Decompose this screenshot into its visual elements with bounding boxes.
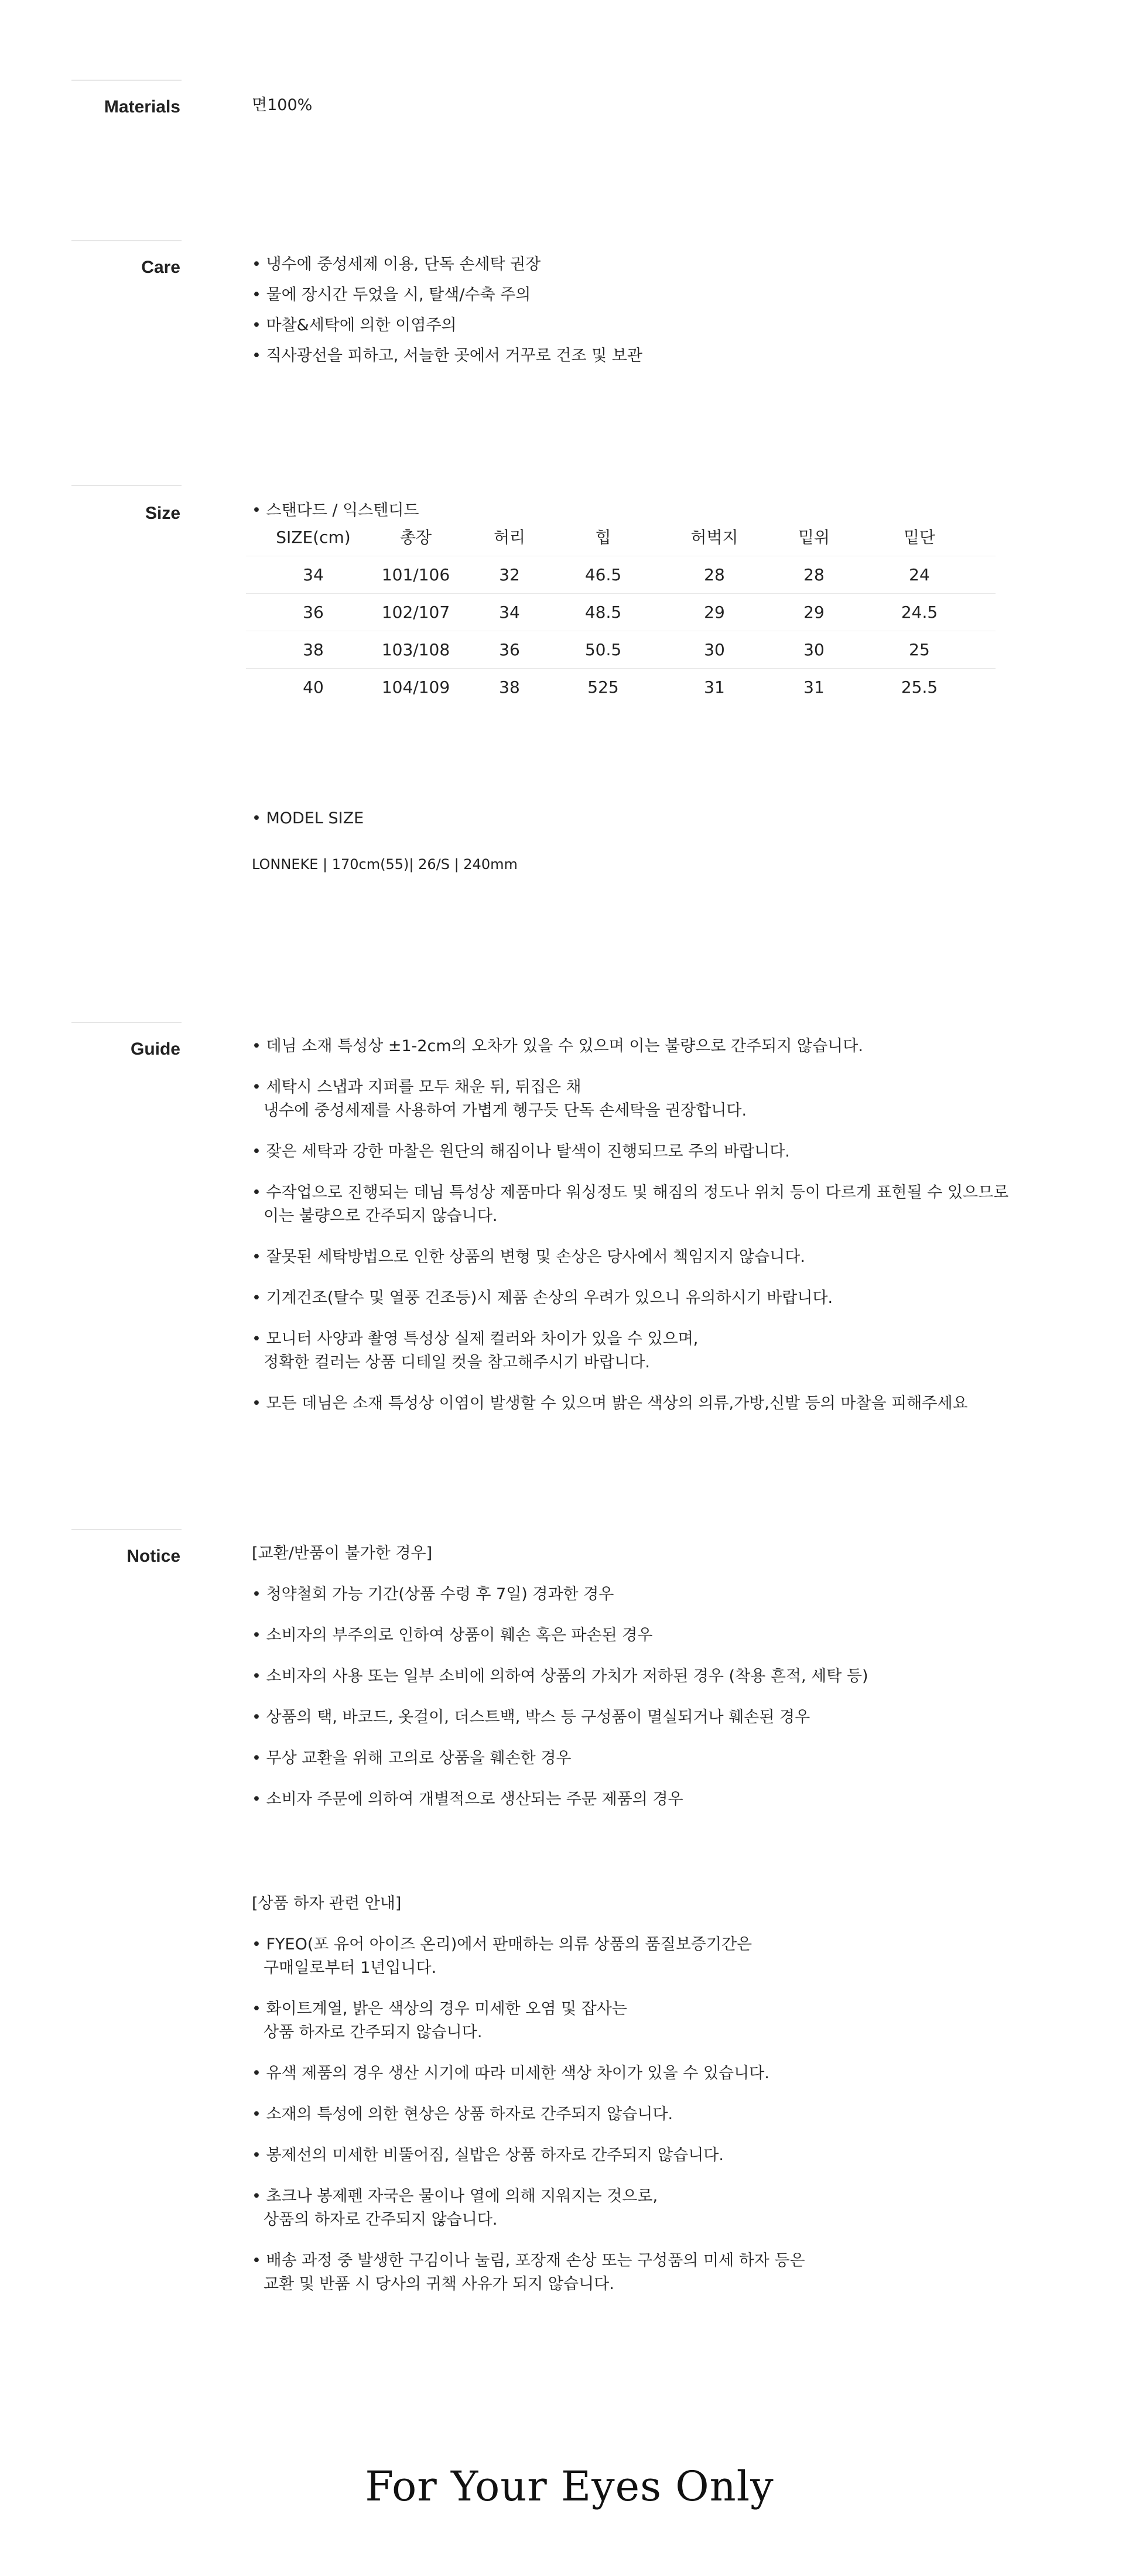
- size-label: Size: [145, 504, 180, 523]
- notice-item-line: • 청약철회 가능 기간(상품 수령 후 7일) 경과한 경우: [252, 1585, 614, 1603]
- notice-item-line: 상품 하자로 간주되지 않습니다.: [264, 2023, 483, 2041]
- guide-item: [252, 1035, 863, 1058]
- guide-item-line: • 잦은 세탁과 강한 마찰은 원단의 해짐이나 탈색이 진행되므로 주의 바랍니다.: [252, 1142, 790, 1161]
- table-cell: 34: [303, 565, 324, 584]
- notice-heading-return: [교환/반품이 불가한 경우]: [252, 1544, 433, 1562]
- notice-item: [252, 1747, 571, 1770]
- guide-item: [252, 1181, 1008, 1228]
- guide-item-line: 이는 불량으로 간주되지 않습니다.: [264, 1207, 498, 1225]
- notice-label: Notice: [126, 1547, 180, 1566]
- guide-divider: [71, 1022, 182, 1023]
- guide-item: [252, 1287, 833, 1310]
- table-cell: 32: [499, 565, 520, 584]
- table-cell: 24.5: [901, 603, 938, 622]
- notice-item: [252, 1583, 614, 1606]
- guide-item-line: • 수작업으로 진행되는 데님 특성상 제품마다 워싱정도 및 해짐의 정도나 위치 등이 다르게 표현될 수 있으므로: [252, 1183, 1009, 1202]
- care-label: Care: [141, 258, 180, 277]
- table-cell: 48.5: [584, 603, 622, 622]
- notice-item: [252, 2103, 673, 2126]
- table-row: [246, 669, 996, 706]
- table-cell: 25.5: [901, 678, 938, 697]
- notice-item-line: 교환 및 반품 시 당사의 귀책 사유가 되지 않습니다.: [264, 2275, 614, 2293]
- care-item: • 냉수에 중성세제 이용, 단독 손세탁 권장: [252, 255, 541, 273]
- notice-item-line: • 초크나 봉제펜 자국은 물이나 열에 의해 지워지는 것으로,: [252, 2187, 658, 2205]
- table-cell: 101/106: [381, 565, 450, 584]
- care-divider: [71, 240, 182, 241]
- table-header-cell: 허벅지: [690, 528, 738, 547]
- notice-item-line: • 봉제선의 미세한 비뚤어짐, 실밥은 상품 하자로 간주되지 않습니다.: [252, 2146, 724, 2164]
- notice-heading-defect: [상품 하자 관련 안내]: [252, 1894, 402, 1913]
- table-header-cell: SIZE(cm): [276, 528, 351, 547]
- notice-item: [252, 2185, 658, 2232]
- table-header-row: [246, 519, 996, 556]
- guide-item-line: 정확한 컬러는 상품 디테일 컷을 참고해주시기 바랍니다.: [264, 1353, 650, 1371]
- guide-item-line: • 세탁시 스냅과 지퍼를 모두 채운 뒤, 뒤집은 채: [252, 1078, 582, 1096]
- guide-label: Guide: [130, 1039, 180, 1059]
- guide-item-line: • 데님 소재 특성상 ±1-2cm의 오차가 있을 수 있으며 이는 불량으로 간주되지 않습니다.: [252, 1037, 863, 1055]
- notice-item: [252, 1624, 652, 1647]
- guide-item: [252, 1328, 698, 1374]
- table-row: [246, 631, 996, 669]
- notice-item-line: 상품의 하자로 간주되지 않습니다.: [264, 2211, 498, 2229]
- model-size-block: [252, 807, 1083, 876]
- table-cell: 24: [909, 565, 930, 584]
- notice-item: [252, 1706, 810, 1729]
- table-cell: 29: [803, 603, 825, 622]
- guide-item-line: • 기계건조(탈수 및 열풍 건조등)시 제품 손상의 우려가 있으니 유의하시기 바랍니다.: [252, 1289, 833, 1307]
- table-cell: 40: [303, 678, 324, 697]
- table-header-cell: 힙: [595, 528, 611, 547]
- notice-item: [252, 2062, 769, 2085]
- materials-body: [252, 94, 1083, 117]
- materials-value: 면100%: [252, 96, 313, 114]
- notice-item: [252, 1665, 868, 1688]
- notice-item: [252, 1997, 627, 2044]
- guide-item-line: • 잘못된 세탁방법으로 인한 상품의 변형 및 손상은 당사에서 책임지지 않습니다.: [252, 1248, 805, 1266]
- table-row: [246, 594, 996, 631]
- table-cell: 104/109: [381, 678, 450, 697]
- table-cell: 30: [803, 640, 825, 659]
- size-subtitle: • 스탠다드 / 익스텐디드: [252, 501, 419, 519]
- notice-item: [252, 1933, 752, 1980]
- table-cell: 103/108: [381, 640, 450, 659]
- table-cell: 38: [499, 678, 520, 697]
- table-header-cell: 밑단: [903, 528, 936, 547]
- notice-item-line: • 배송 과정 중 발생한 구김이나 눌림, 포장재 손상 또는 구성품의 미세 하자 등은: [252, 2252, 805, 2270]
- table-cell: 28: [803, 565, 825, 584]
- model-size-value: LONNEKE | 170cm(55)| 26/S | 240mm: [252, 856, 518, 873]
- notice-item-line: • 유색 제품의 경우 생산 시기에 따라 미세한 색상 차이가 있을 수 있습니다.: [252, 2064, 769, 2082]
- materials-label: Materials: [104, 97, 180, 117]
- guide-item-line: 냉수에 중성세제를 사용하여 가볍게 헹구듯 단독 손세탁을 권장합니다.: [264, 1101, 747, 1120]
- notice-item-line: • 화이트계열, 밝은 색상의 경우 미세한 오염 및 잡사는: [252, 2000, 627, 2018]
- table-cell: 28: [704, 565, 725, 584]
- care-item: • 물에 장시간 두었을 시, 탈색/수축 주의: [252, 286, 531, 304]
- notice-item-line: • 소비자의 사용 또는 일부 소비에 의하여 상품의 가치가 저하된 경우 (착용 흔적, 세탁 등): [252, 1667, 868, 1685]
- model-size-title: • MODEL SIZE: [252, 809, 364, 827]
- notice-item: [252, 2144, 724, 2167]
- table-cell: 102/107: [381, 603, 450, 622]
- notice-item: [252, 1788, 683, 1811]
- table-cell: 525: [587, 678, 619, 697]
- guide-item-line: • 모든 데님은 소재 특성상 이염이 발생할 수 있으며 밝은 색상의 의류,가방,신발 등의 마찰을 피해주세요: [252, 1394, 968, 1412]
- table-cell: 46.5: [584, 565, 622, 584]
- table-cell: 34: [499, 603, 520, 622]
- notice-item-line: • 소재의 특성에 의한 현상은 상품 하자로 간주되지 않습니다.: [252, 2105, 673, 2123]
- notice-item-line: 구매일로부터 1년입니다.: [264, 1959, 437, 1977]
- notice-item-line: • 소비자의 부주의로 인하여 상품이 훼손 혹은 파손된 경우: [252, 1626, 653, 1644]
- table-header-cell: 밑위: [798, 528, 830, 547]
- notice-item-line: • 상품의 택, 바코드, 옷걸이, 더스트백, 박스 등 구성품이 멸실되거나 훼손된 경우: [252, 1708, 810, 1726]
- notice-item-line: • FYEO(포 유어 아이즈 온리)에서 판매하는 의류 상품의 품질보증기간은: [252, 1935, 753, 1954]
- table-cell: 25: [909, 640, 930, 659]
- notice-item: [252, 2249, 805, 2296]
- guide-item: [252, 1076, 747, 1123]
- guide-item: [252, 1246, 805, 1269]
- table-row: [246, 556, 996, 594]
- table-header-cell: 총장: [399, 528, 432, 547]
- size-table: [246, 519, 996, 706]
- guide-item: [252, 1140, 790, 1164]
- guide-item: [252, 1392, 968, 1415]
- table-cell: 29: [704, 603, 725, 622]
- table-cell: 31: [704, 678, 725, 697]
- table-header-cell: 허리: [493, 528, 526, 547]
- table-cell: 50.5: [584, 640, 622, 659]
- size-divider: [71, 485, 182, 486]
- table-cell: 30: [704, 640, 725, 659]
- materials-divider: [71, 80, 182, 81]
- table-cell: 31: [803, 678, 825, 697]
- table-cell: 36: [303, 603, 324, 622]
- table-cell: 36: [499, 640, 520, 659]
- table-cell: 38: [303, 640, 324, 659]
- guide-item-line: • 모니터 사양과 촬영 특성상 실제 컬러와 차이가 있을 수 있으며,: [252, 1330, 699, 1348]
- notice-item-line: • 소비자 주문에 의하여 개별적으로 생산되는 주문 제품의 경우: [252, 1790, 683, 1808]
- brand-wordmark: For Your Eyes Only: [365, 2462, 774, 2510]
- care-item: • 마찰&세탁에 의한 이염주의: [252, 316, 457, 334]
- notice-item-line: • 무상 교환을 위해 고의로 상품을 훼손한 경우: [252, 1749, 572, 1767]
- notice-divider: [71, 1529, 182, 1530]
- care-item: • 직사광선을 피하고, 서늘한 곳에서 거꾸로 건조 및 보관: [252, 347, 642, 365]
